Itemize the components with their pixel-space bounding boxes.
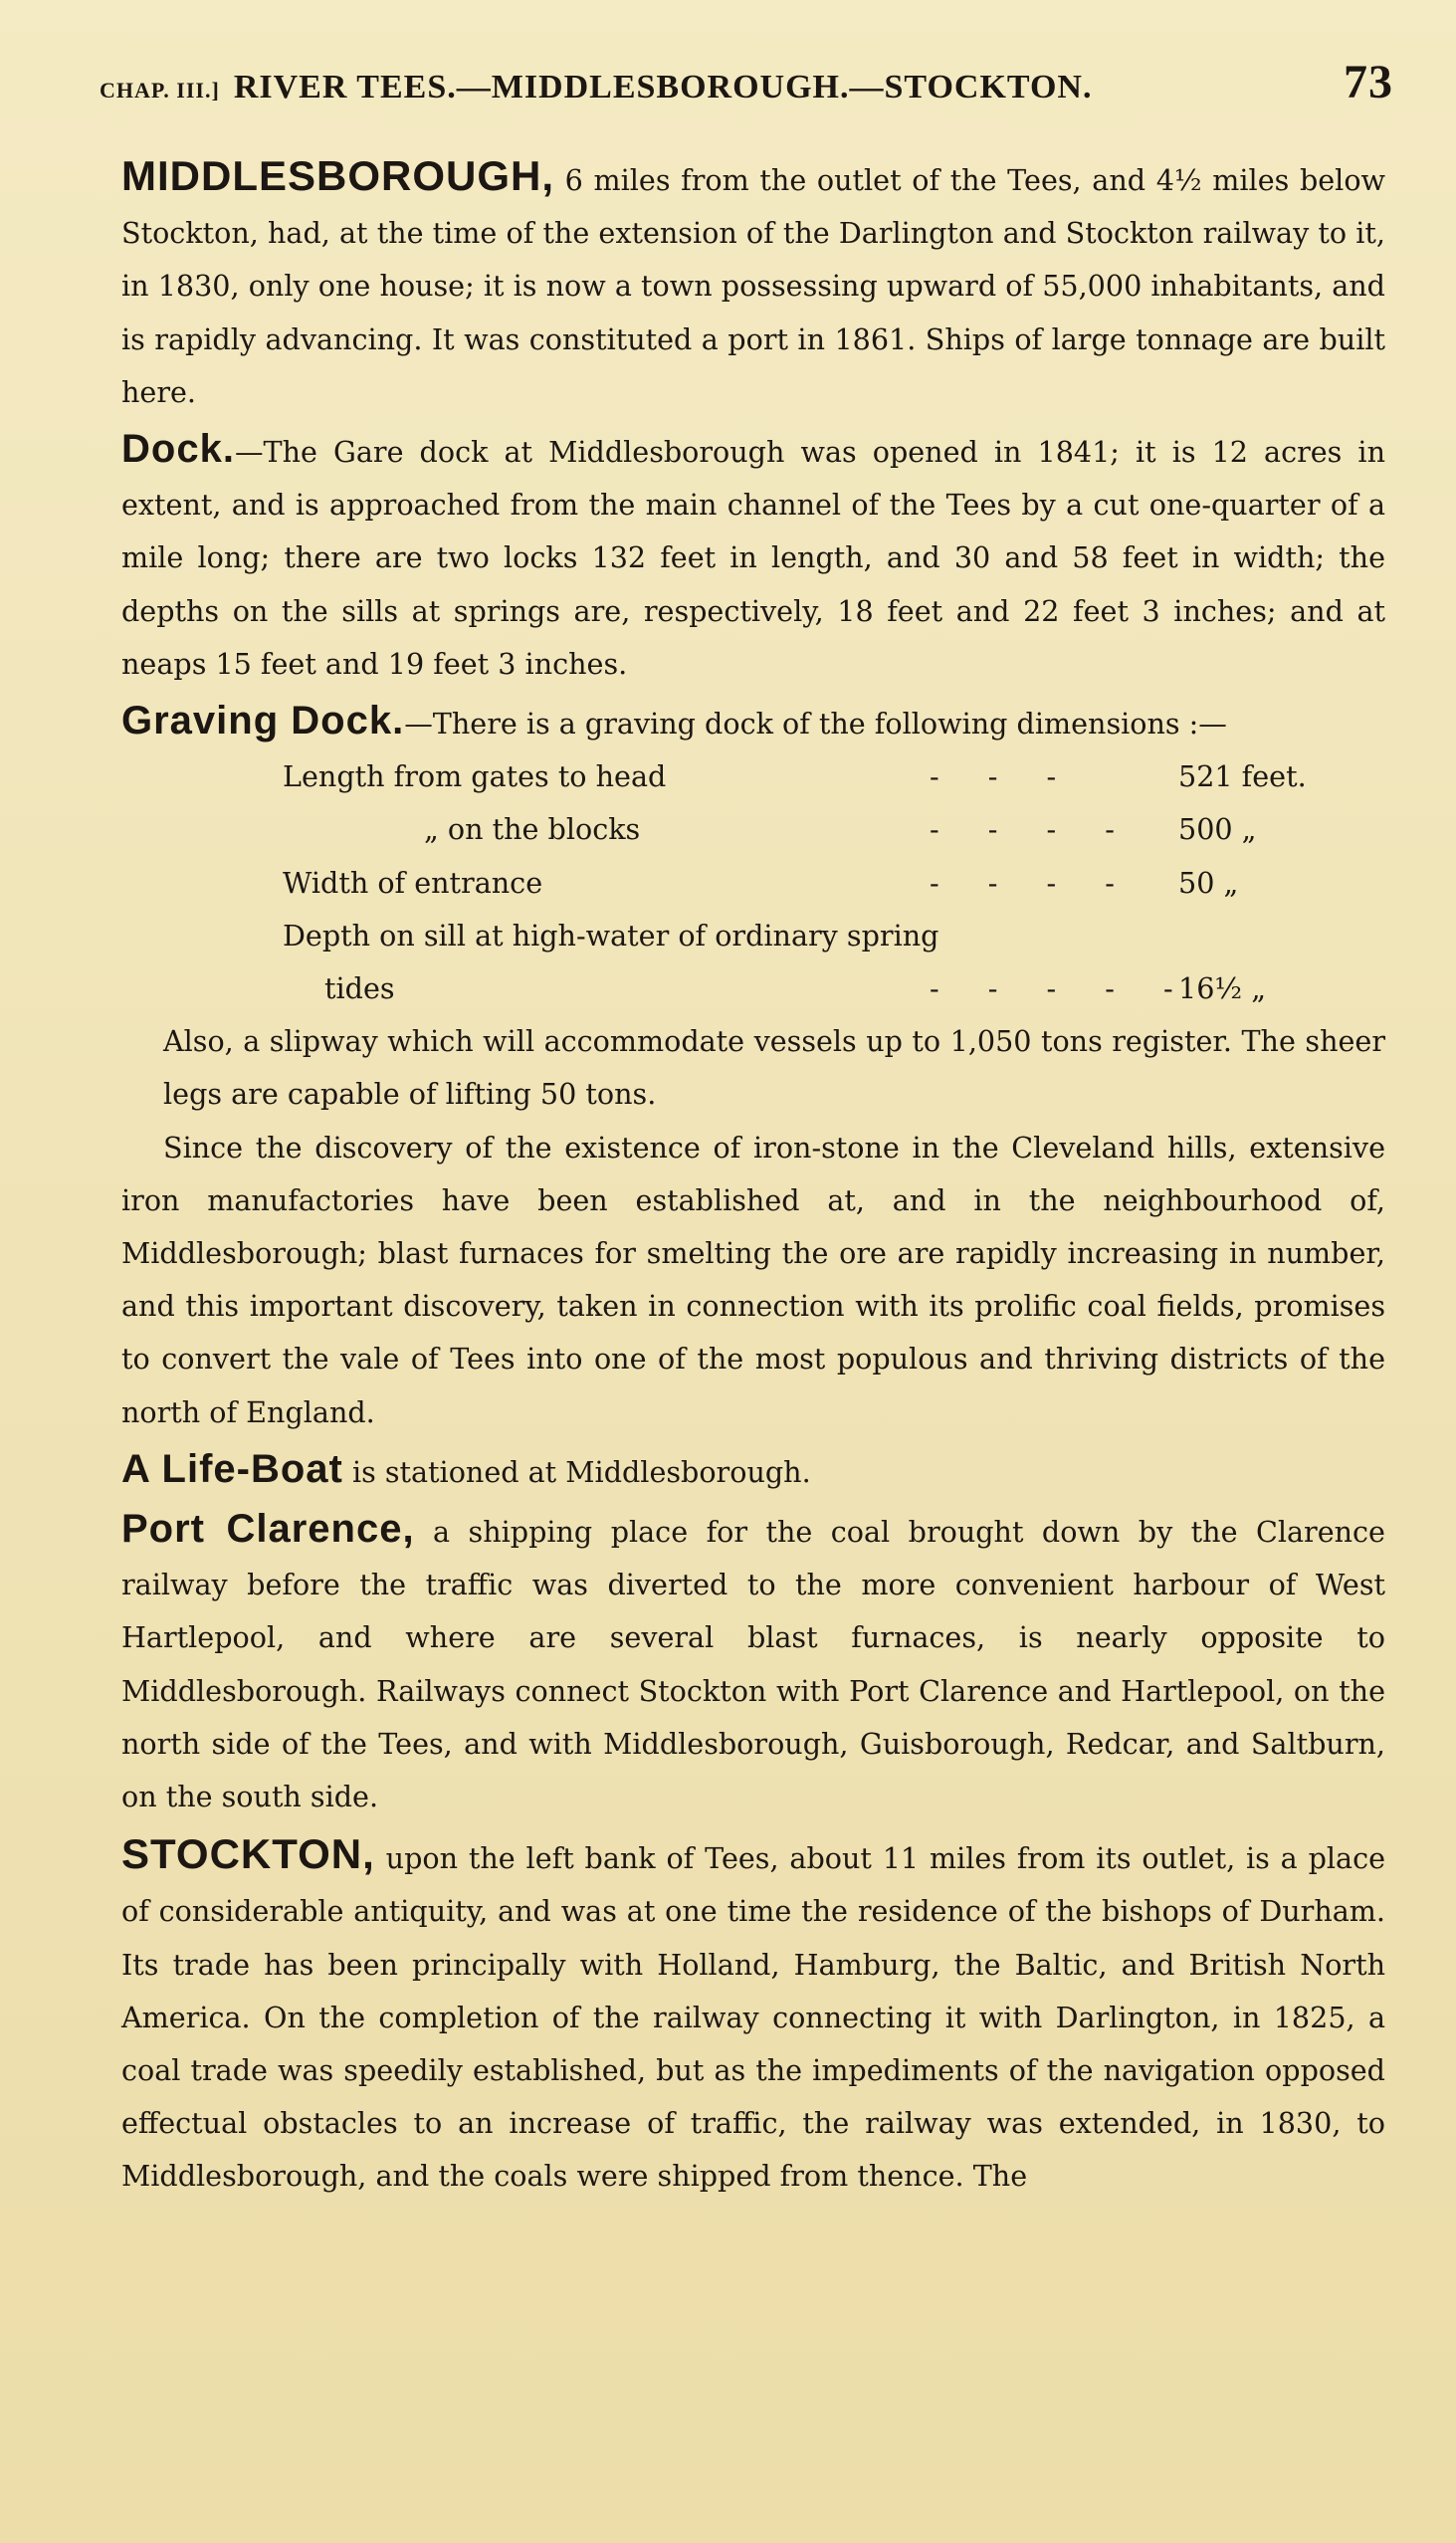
row-value: 50 „ [1178,865,1239,900]
running-title: RIVER TEES.—MIDDLESBOROUGH.—STOCKTON. [233,69,1093,106]
heading-port-clarence: Port Clarence, [121,1507,415,1551]
paragraph-lifeboat [121,1443,1385,1499]
text-slipway: Also, a slipway which will accommodate vessels up to 1,050 tons register. The sheer legs are capable of lifting 50 tons. [163,1024,1385,1112]
heading-lifeboat: A Life-Boat [121,1446,343,1491]
row-leader: - - - - - [930,970,1193,1005]
paragraph-middlesborough [121,149,1385,419]
row-label: tides [324,970,395,1005]
paragraph-iron [121,1122,1385,1439]
text-iron: Since the discovery of the existence of iron-stone in the Cleveland hills, extensive iron manufactories have been established at, and in the neighbourhood of, Middlesborough; blast furnaces for smelting the ore are rapidly increasing in number, and this important discovery, taken in connection with its prolific coal fields, promises to convert the vale of Tees into one of the most populous and thriving districts of the north of England. [121,1130,1385,1429]
text-port-clarence: a shipping place for the coal brought down by the Clarence railway before the traffic was diverted to the more convenient harbour of West Hartlepool, and where are several blast furnaces, is nearly opposite to Middlesborough. Railways connect Stockton with Port Clarence and Hartlepool, on the north side of the Tees, and with Middlesborough, Guisborough, Redcar, and Saltburn, on the south side. [121,1515,1385,1814]
heading-stockton: STOCKTON, [121,1830,375,1878]
table-row [283,750,1355,803]
page-number: 73 [1344,56,1393,108]
text-dock: —The Gare dock at Middlesborough was opened in 1841; it is 12 acres in extent, and is approached from the main channel of the Tees by a cut one-quarter of a mile long; there are two locks 132 feet in length, and 30 and 58 feet in width; the depths on the sills at springs are, respectively, 18 feet and 22 feet 3 inches; and at neaps 15 feet and 19 feet 3 inches. [121,435,1385,681]
dimensions-table [283,750,1355,1015]
text-graving-dock: —There is a graving dock of the following dimensions :— [404,707,1227,742]
heading-graving-dock: Graving Dock. [121,699,405,743]
paragraph-graving-dock [121,695,1385,750]
row-value: 521 feet. [1178,759,1307,794]
row-leader: - - - - [930,812,1135,847]
row-label: Length from gates to head [283,759,667,794]
text-lifeboat: is stationed at Middlesborough. [351,1454,811,1489]
row-value: 500 „ [1178,812,1257,847]
row-leader: - - - - [930,865,1135,900]
row-value: 16½ „ [1178,970,1267,1005]
row-label: Width of entrance [283,865,543,900]
chapter-label: CHAP. III.] [100,78,220,103]
table-row [283,803,1355,856]
page-body [121,149,1385,2204]
heading-dock: Dock. [121,427,235,472]
row-leader: - - - [930,759,1077,794]
text-stockton: upon the left bank of Tees, about 11 miles from its outlet, is a place of considerable antiquity, and was at one time the residence of the bishops of Durham. Its trade has been principally with Holland, Hamburg, the Baltic, and British North America. On the completion of the railway connecting it with Darlington, in 1825, a coal trade was speedily established, but as the impediments of the navigation opposed effectual obstacles to an increase of traffic, the railway was extended, in 1830, to Middlesborough, and the coals were shipped from thence. The [121,1841,1386,2194]
row-label: „ on the blocks [424,812,641,847]
paragraph-slipway [121,1015,1385,1121]
table-row [283,962,1355,1015]
heading-middlesborough: MIDDLESBOROUGH, [121,152,554,199]
table-row [283,857,1355,910]
running-header [100,55,1393,109]
text-middlesborough: 6 miles from the outlet of the Tees, and 4½ miles below Stockton, had, at the time of the extension of the Darlington and Stockton railway to it, in 1830, only one house; it is now a town possessing upward of 55,000 inhabitants, and is rapidly advancing. It was constituted a port in 1861. Ships of large tonnage are built here. [121,163,1386,409]
paragraph-port-clarence [121,1503,1385,1823]
row-label: Depth on sill at high-water of ordinary spring [283,918,939,953]
table-row [283,910,1355,962]
paragraph-stockton [121,1827,1385,2203]
paragraph-dock [121,423,1385,691]
